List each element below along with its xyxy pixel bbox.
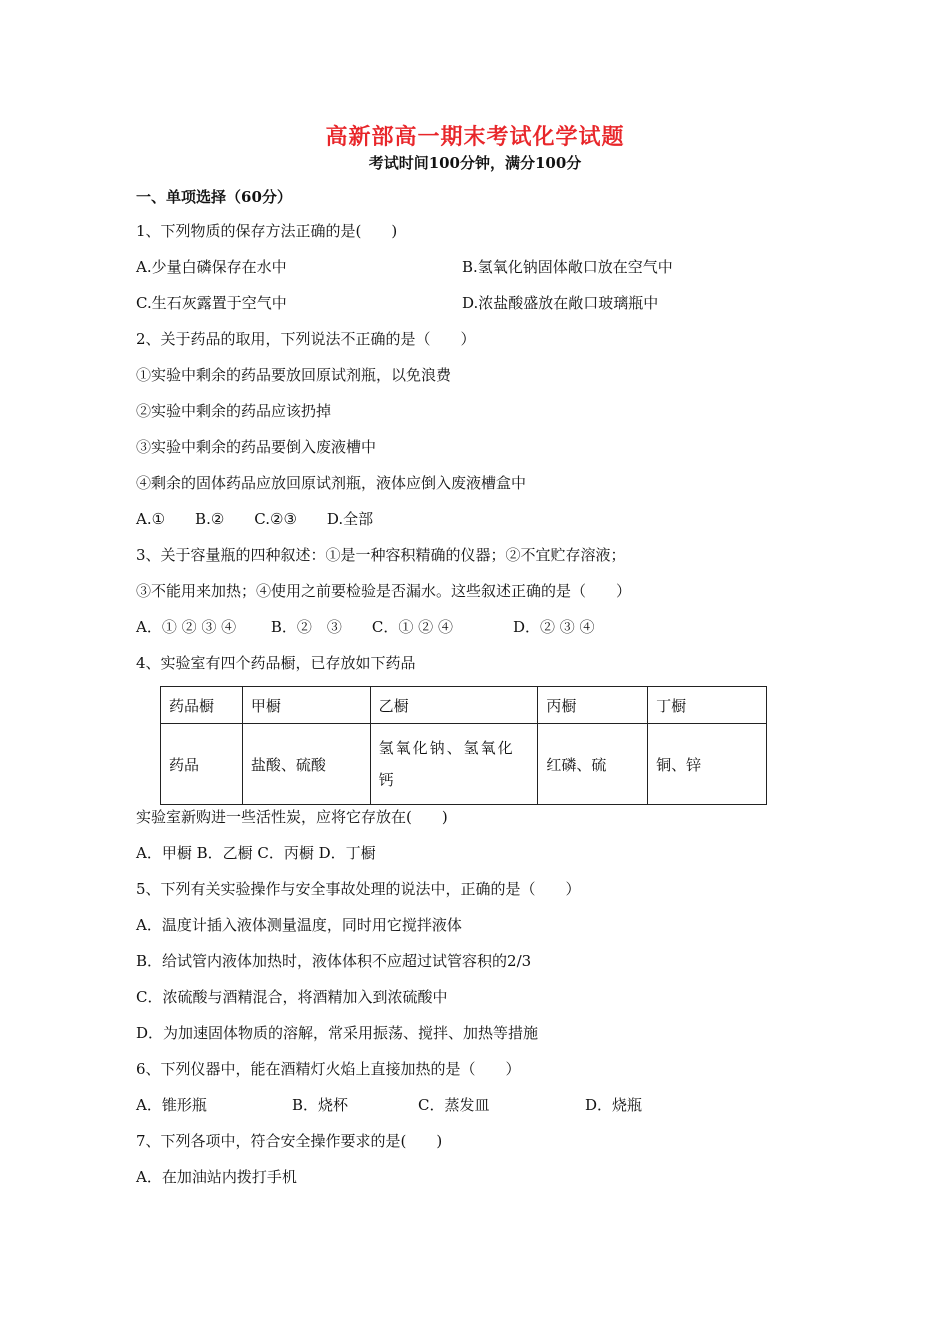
table-cell: 药品橱 [161, 687, 243, 724]
q5-option-a: A．温度计插入液体测量温度，同时用它搅拌液体 [136, 916, 462, 934]
q1-option-b: B.氢氧化钠固体敞口放在空气中 [462, 258, 673, 276]
q3-stem-line1: 3、关于容量瓶的四种叙述：①是一种容积精确的仪器；②不宜贮存溶液； [136, 546, 626, 564]
q6-option-d: D．烧瓶 [585, 1096, 643, 1114]
q1-option-a: A.少量白磷保存在水中 [136, 258, 287, 276]
section-heading: 一、单项选择（60分） [136, 188, 292, 206]
cabinet-table [160, 686, 767, 805]
page-title: 高新部高一期末考试化学试题 [325, 124, 625, 150]
table-cell: 盐酸、硫酸 [242, 724, 370, 805]
q6-stem: 6、下列仪器中，能在酒精灯火焰上直接加热的是（ ） [136, 1060, 521, 1078]
table-cell: 甲橱 [242, 687, 370, 724]
q2-statement-3: ③实验中剩余的药品要倒入废液槽中 [136, 438, 377, 456]
q4-stem: 4、实验室有四个药品橱，已存放如下药品 [136, 654, 416, 672]
q2-stem: 2、关于药品的取用，下列说法不正确的是（ ） [136, 330, 476, 348]
q5-stem: 5、下列有关实验操作与安全事故处理的说法中，正确的是（ ） [136, 880, 581, 898]
page-subtitle: 考试时间100分钟，满分100分 [368, 154, 582, 172]
table-header-row [161, 687, 767, 724]
q4-question: 实验室新购进一些活性炭，应将它存放在( ) [136, 808, 448, 826]
q6-option-a: A．锥形瓶 [136, 1096, 207, 1114]
q4-options: A．甲橱 B．乙橱 C．丙橱 D．丁橱 [136, 844, 376, 862]
table-cell: 丁橱 [648, 687, 767, 724]
table-cell: 乙橱 [370, 687, 538, 724]
q7-stem: 7、下列各项中，符合安全操作要求的是( ) [136, 1132, 443, 1150]
q6-option-b: B．烧杯 [292, 1096, 349, 1114]
table-cell: 氢氧化钠、氢氧化钙 [370, 724, 538, 805]
q2-statement-2: ②实验中剩余的药品应该扔掉 [136, 402, 332, 420]
table-cell: 红磷、硫 [538, 724, 648, 805]
table-cell: 铜、锌 [648, 724, 767, 805]
q5-option-b: B．给试管内液体加热时，液体体积不应超过试管容积的2/3 [136, 952, 532, 970]
q2-options: A.① B.② C.②③ D.全部 [136, 510, 374, 528]
q1-option-d: D.浓盐酸盛放在敞口玻璃瓶中 [462, 294, 659, 312]
q6-option-c: C．蒸发皿 [418, 1096, 490, 1114]
q2-statement-4: ④剩余的固体药品应放回原试剂瓶，液体应倒入废液槽盒中 [136, 474, 527, 492]
q5-option-c: C．浓硫酸与酒精混合，将酒精加入到浓硫酸中 [136, 988, 448, 1006]
q1-option-c: C.生石灰露置于空气中 [136, 294, 287, 312]
q2-statement-1: ①实验中剩余的药品要放回原试剂瓶，以免浪费 [136, 366, 452, 384]
q3-stem-line2: ③不能用来加热；④使用之前要检验是否漏水。这些叙述正确的是（ ） [136, 582, 632, 600]
q3-options: A．① ② ③ ④ B．② ③ C．① ② ④ D．② ③ ④ [136, 618, 595, 636]
q5-option-d: D．为加速固体物质的溶解，常采用振荡、搅拌、加热等措施 [136, 1024, 539, 1042]
q7-option-a: A．在加油站内拨打手机 [136, 1168, 297, 1186]
table-cell: 药品 [161, 724, 243, 805]
table-row [161, 724, 767, 805]
table-cell: 丙橱 [538, 687, 648, 724]
q1-stem: 1、下列物质的保存方法正确的是( ) [136, 222, 398, 240]
